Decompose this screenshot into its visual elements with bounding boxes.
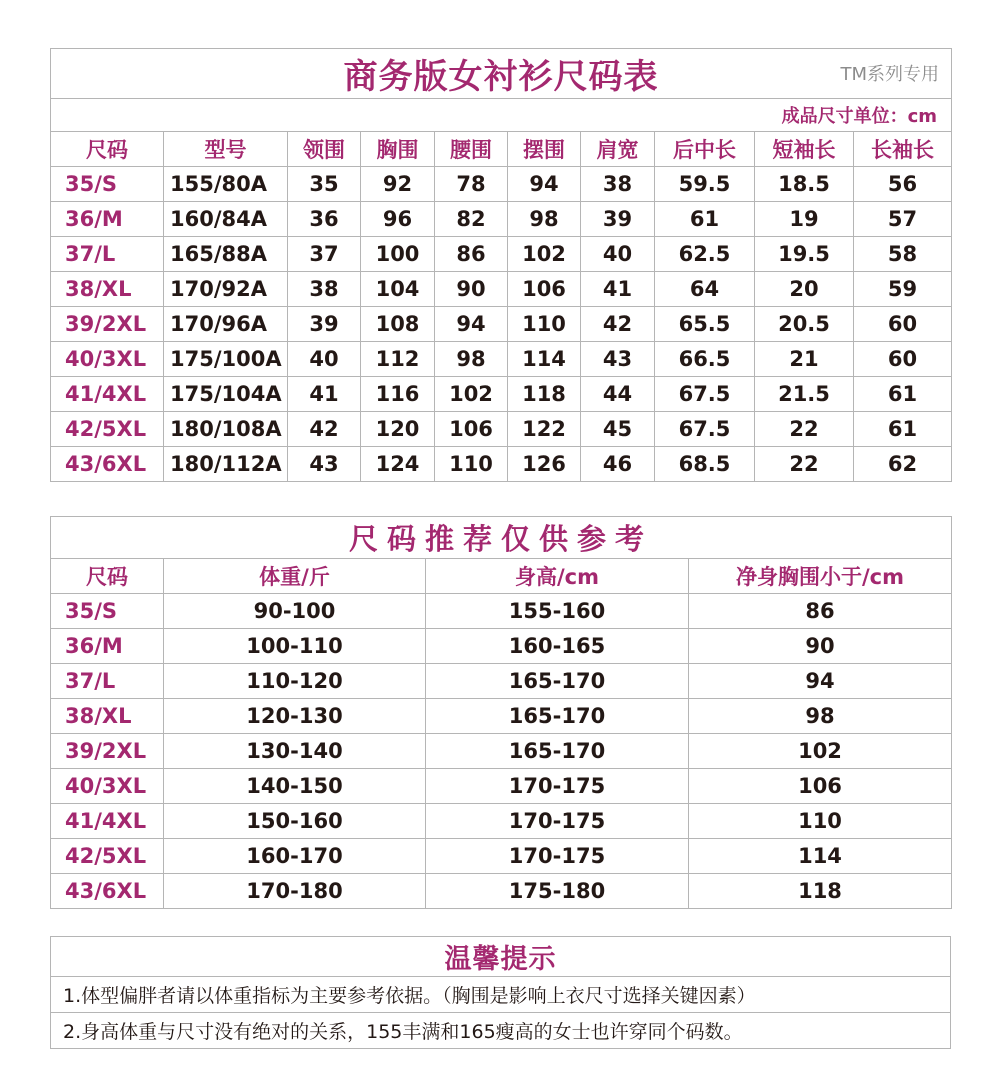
table-cell: 43 xyxy=(288,447,361,482)
table-row xyxy=(51,412,952,447)
table-cell: 96 xyxy=(361,202,435,237)
table-cell: 140-150 xyxy=(164,769,426,804)
recommendation-title-cell xyxy=(51,517,952,559)
table-cell: 114 xyxy=(689,839,952,874)
table-cell: 38 xyxy=(288,272,361,307)
table-cell: 21.5 xyxy=(755,377,854,412)
table-cell: 20 xyxy=(755,272,854,307)
table-cell: 130-140 xyxy=(164,734,426,769)
table-cell: 59 xyxy=(854,272,952,307)
table-cell: 110 xyxy=(508,307,581,342)
table-cell: 42 xyxy=(581,307,655,342)
table-cell: 21 xyxy=(755,342,854,377)
table-cell: 110 xyxy=(435,447,508,482)
table-cell: 170-180 xyxy=(164,874,426,909)
recommendation-header-row xyxy=(51,559,952,594)
table-cell: 114 xyxy=(508,342,581,377)
tips-table xyxy=(50,936,951,1049)
table-cell: 160-170 xyxy=(164,839,426,874)
column-header: 尺码 xyxy=(51,559,164,594)
table-row xyxy=(51,874,952,909)
table-cell: 170-175 xyxy=(426,804,689,839)
table-row xyxy=(51,629,952,664)
table-cell: 120 xyxy=(361,412,435,447)
table-cell: 61 xyxy=(655,202,755,237)
table-cell: 38 xyxy=(581,167,655,202)
table-cell: 108 xyxy=(361,307,435,342)
table-row xyxy=(51,769,952,804)
table-cell: 180/112A xyxy=(164,447,288,482)
table-cell: 78 xyxy=(435,167,508,202)
table-cell: 102 xyxy=(508,237,581,272)
table-cell: 46 xyxy=(581,447,655,482)
tip-line-1: 1.体型偏胖者请以体重指标为主要参考依据。（胸围是影响上衣尺寸选择关键因素） xyxy=(51,977,951,1013)
size-label-cell: 36/M xyxy=(51,202,164,237)
unit-note: 成品尺寸单位：cm xyxy=(781,106,938,127)
table-cell: 65.5 xyxy=(655,307,755,342)
table-cell: 155/80A xyxy=(164,167,288,202)
table-cell: 126 xyxy=(508,447,581,482)
table-cell: 86 xyxy=(435,237,508,272)
table-cell: 98 xyxy=(435,342,508,377)
column-header: 摆围 xyxy=(508,132,581,167)
column-header: 尺码 xyxy=(51,132,164,167)
table-cell: 106 xyxy=(435,412,508,447)
table-cell: 98 xyxy=(689,699,952,734)
size-chart-title: 商务版女衬衫尺码表 xyxy=(343,57,659,97)
table-cell: 62.5 xyxy=(655,237,755,272)
table-cell: 61 xyxy=(854,377,952,412)
table-cell: 98 xyxy=(508,202,581,237)
table-row xyxy=(51,664,952,699)
unit-note-cell xyxy=(51,99,952,132)
table-cell: 41 xyxy=(288,377,361,412)
table-cell: 94 xyxy=(508,167,581,202)
table-row xyxy=(51,447,952,482)
table-cell: 124 xyxy=(361,447,435,482)
table-cell: 165-170 xyxy=(426,734,689,769)
size-label-cell: 41/4XL xyxy=(51,804,164,839)
table-cell: 170-175 xyxy=(426,839,689,874)
table-cell: 42 xyxy=(288,412,361,447)
table-cell: 92 xyxy=(361,167,435,202)
table-cell: 100 xyxy=(361,237,435,272)
table-row xyxy=(51,272,952,307)
table-cell: 118 xyxy=(689,874,952,909)
table-cell: 39 xyxy=(288,307,361,342)
table-cell: 165-170 xyxy=(426,664,689,699)
table-cell: 175/104A xyxy=(164,377,288,412)
size-chart-header-row xyxy=(51,132,952,167)
table-cell: 67.5 xyxy=(655,377,755,412)
size-label-cell: 37/L xyxy=(51,664,164,699)
size-label-cell: 43/6XL xyxy=(51,447,164,482)
table-cell: 22 xyxy=(755,447,854,482)
table-cell: 106 xyxy=(689,769,952,804)
table-cell: 41 xyxy=(581,272,655,307)
table-cell: 90 xyxy=(689,629,952,664)
table-cell: 36 xyxy=(288,202,361,237)
size-label-cell: 41/4XL xyxy=(51,377,164,412)
table-cell: 43 xyxy=(581,342,655,377)
table-row xyxy=(51,377,952,412)
table-cell: 19 xyxy=(755,202,854,237)
table-cell: 66.5 xyxy=(655,342,755,377)
table-cell: 170/92A xyxy=(164,272,288,307)
table-cell: 160-165 xyxy=(426,629,689,664)
size-chart-title-cell xyxy=(51,49,952,99)
table-cell: 170-175 xyxy=(426,769,689,804)
table-cell: 160/84A xyxy=(164,202,288,237)
size-label-cell: 39/2XL xyxy=(51,307,164,342)
table-cell: 86 xyxy=(689,594,952,629)
tips-title-cell xyxy=(51,937,951,977)
size-label-cell: 35/S xyxy=(51,594,164,629)
table-cell: 165/88A xyxy=(164,237,288,272)
size-label-cell: 42/5XL xyxy=(51,839,164,874)
size-label-cell: 36/M xyxy=(51,629,164,664)
table-cell: 90-100 xyxy=(164,594,426,629)
table-row xyxy=(51,167,952,202)
table-cell: 37 xyxy=(288,237,361,272)
table-cell: 35 xyxy=(288,167,361,202)
column-header: 肩宽 xyxy=(581,132,655,167)
table-row xyxy=(51,839,952,874)
column-header: 腰围 xyxy=(435,132,508,167)
size-recommendation-table xyxy=(50,516,952,909)
tips-title: 温馨提示 xyxy=(444,944,557,975)
table-cell: 40 xyxy=(288,342,361,377)
table-row xyxy=(51,307,952,342)
table-row xyxy=(51,699,952,734)
table-cell: 56 xyxy=(854,167,952,202)
table-cell: 60 xyxy=(854,307,952,342)
table-cell: 165-170 xyxy=(426,699,689,734)
size-label-cell: 40/3XL xyxy=(51,342,164,377)
table-row xyxy=(51,202,952,237)
table-cell: 112 xyxy=(361,342,435,377)
table-cell: 94 xyxy=(435,307,508,342)
size-chart-table xyxy=(50,48,952,482)
column-header: 后中长 xyxy=(655,132,755,167)
column-header: 净身胸围小于/cm xyxy=(689,559,952,594)
table-row xyxy=(51,804,952,839)
table-cell: 170/96A xyxy=(164,307,288,342)
table-cell: 155-160 xyxy=(426,594,689,629)
table-cell: 122 xyxy=(508,412,581,447)
table-cell: 18.5 xyxy=(755,167,854,202)
column-header: 型号 xyxy=(164,132,288,167)
table-cell: 61 xyxy=(854,412,952,447)
size-label-cell: 40/3XL xyxy=(51,769,164,804)
table-cell: 22 xyxy=(755,412,854,447)
table-cell: 19.5 xyxy=(755,237,854,272)
column-header: 领围 xyxy=(288,132,361,167)
size-label-cell: 35/S xyxy=(51,167,164,202)
table-cell: 57 xyxy=(854,202,952,237)
table-cell: 102 xyxy=(689,734,952,769)
table-cell: 106 xyxy=(508,272,581,307)
table-cell: 40 xyxy=(581,237,655,272)
column-header: 胸围 xyxy=(361,132,435,167)
size-label-cell: 38/XL xyxy=(51,699,164,734)
table-cell: 58 xyxy=(854,237,952,272)
recommendation-title: 尺码推荐仅供参考 xyxy=(349,522,654,556)
column-header: 短袖长 xyxy=(755,132,854,167)
table-cell: 64 xyxy=(655,272,755,307)
size-label-cell: 37/L xyxy=(51,237,164,272)
tip-line-2: 2.身高体重与尺寸没有绝对的关系，155丰满和165瘦高的女士也许穿同个码数。 xyxy=(51,1013,951,1049)
column-header: 体重/斤 xyxy=(164,559,426,594)
table-cell: 82 xyxy=(435,202,508,237)
table-cell: 120-130 xyxy=(164,699,426,734)
series-note: TM系列专用 xyxy=(840,64,940,85)
table-cell: 20.5 xyxy=(755,307,854,342)
table-cell: 110 xyxy=(689,804,952,839)
table-cell: 150-160 xyxy=(164,804,426,839)
table-cell: 60 xyxy=(854,342,952,377)
size-label-cell: 42/5XL xyxy=(51,412,164,447)
table-cell: 110-120 xyxy=(164,664,426,699)
column-header: 长袖长 xyxy=(854,132,952,167)
table-cell: 102 xyxy=(435,377,508,412)
table-cell: 180/108A xyxy=(164,412,288,447)
table-cell: 104 xyxy=(361,272,435,307)
size-label-cell: 39/2XL xyxy=(51,734,164,769)
table-cell: 44 xyxy=(581,377,655,412)
table-cell: 45 xyxy=(581,412,655,447)
table-cell: 62 xyxy=(854,447,952,482)
table-cell: 116 xyxy=(361,377,435,412)
table-cell: 68.5 xyxy=(655,447,755,482)
table-cell: 90 xyxy=(435,272,508,307)
table-row xyxy=(51,734,952,769)
size-label-cell: 43/6XL xyxy=(51,874,164,909)
table-cell: 67.5 xyxy=(655,412,755,447)
size-label-cell: 38/XL xyxy=(51,272,164,307)
table-row xyxy=(51,594,952,629)
table-cell: 175/100A xyxy=(164,342,288,377)
table-cell: 100-110 xyxy=(164,629,426,664)
table-cell: 94 xyxy=(689,664,952,699)
table-row xyxy=(51,342,952,377)
table-cell: 39 xyxy=(581,202,655,237)
table-cell: 118 xyxy=(508,377,581,412)
table-row xyxy=(51,237,952,272)
column-header: 身高/cm xyxy=(426,559,689,594)
table-cell: 175-180 xyxy=(426,874,689,909)
table-cell: 59.5 xyxy=(655,167,755,202)
